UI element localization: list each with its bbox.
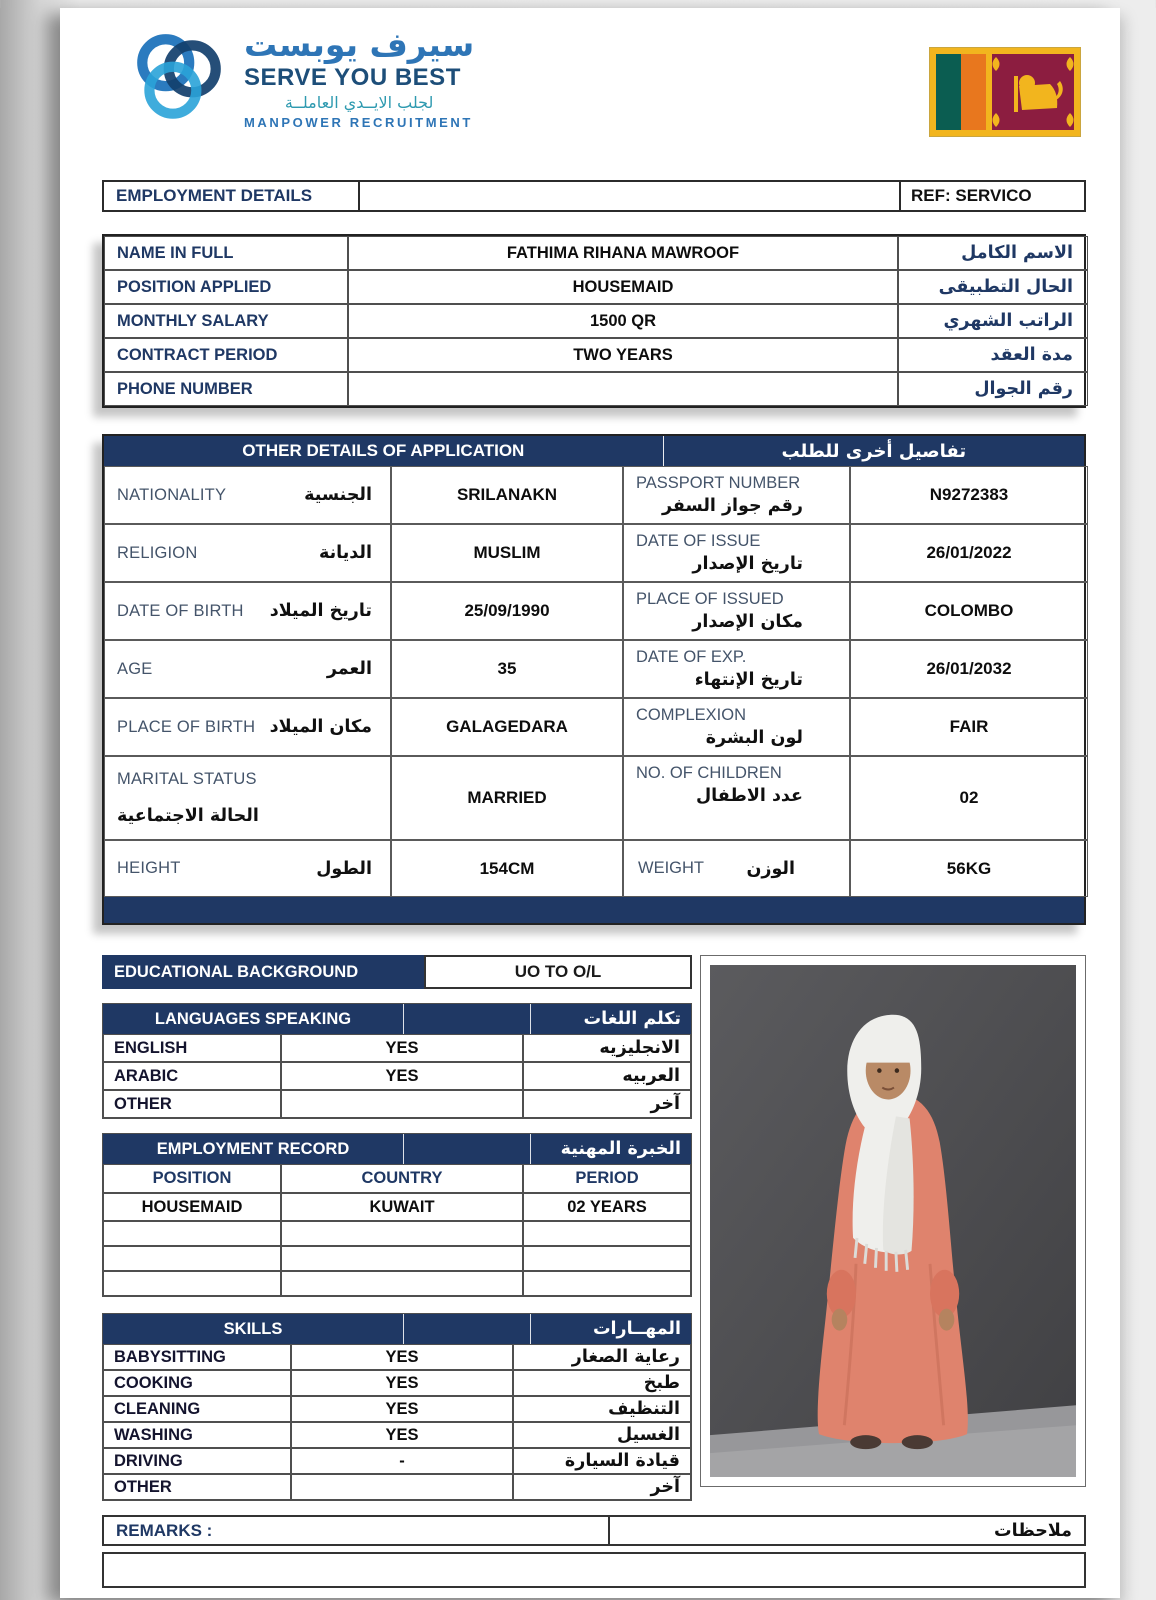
field-label: NAME IN FULL xyxy=(104,236,348,270)
field-label-arabic: عدد الاطفال xyxy=(696,786,803,806)
skill-name: CLEANING xyxy=(103,1396,291,1422)
field-label-arabic: تاريخ الميلاد xyxy=(269,601,372,621)
other-details-row xyxy=(104,524,1084,582)
languages-header xyxy=(103,1004,691,1034)
other-details-title-ar: تفاصيل أخرى للطلب xyxy=(781,440,967,462)
applicant-photo xyxy=(700,955,1086,1487)
left-column xyxy=(102,955,692,1501)
language-name: ARABIC xyxy=(103,1062,281,1090)
skills-header-spacer xyxy=(404,1314,531,1344)
brand-tagline: MANPOWER RECRUITMENT xyxy=(244,114,473,130)
languages-header-spacer xyxy=(404,1004,531,1034)
other-details-row xyxy=(104,466,1084,524)
skill-row xyxy=(103,1474,691,1500)
skill-name: OTHER xyxy=(103,1474,291,1500)
field-label: COMPLEXION xyxy=(636,706,747,724)
brand-name-arabic: سيرف يوبست xyxy=(244,25,475,64)
language-row xyxy=(103,1062,691,1090)
employment-record-header xyxy=(103,1134,691,1164)
employment-details-bar xyxy=(102,180,1086,212)
field-value: 1500 QR xyxy=(348,304,898,338)
field-label: MONTHLY SALARY xyxy=(104,304,348,338)
other-details-section xyxy=(102,434,1086,925)
field-label: PLACE OF BIRTH xyxy=(117,717,256,736)
remarks-label-arabic: ملاحظات xyxy=(608,1515,1086,1546)
employment-record-title-en: EMPLOYMENT RECORD xyxy=(103,1134,404,1164)
skill-value: YES xyxy=(291,1370,513,1396)
field-label-arabic: الراتب الشهري xyxy=(898,304,1088,338)
skill-name: DRIVING xyxy=(103,1448,291,1474)
field-value: TWO YEARS xyxy=(348,338,898,372)
field-label-arabic: العمر xyxy=(326,659,372,679)
field-value: 25/09/1990 xyxy=(391,582,623,640)
column-header-position: POSITION xyxy=(103,1164,281,1193)
field-value: COLOMBO xyxy=(850,582,1088,640)
field-label: RELIGION xyxy=(117,543,198,562)
field-label: POSITION APPLIED xyxy=(104,270,348,304)
skill-name-arabic: الغسيل xyxy=(513,1422,691,1448)
brand-text xyxy=(244,26,474,131)
language-name: ENGLISH xyxy=(103,1034,281,1062)
field-label-arabic: الحال التطبيقى xyxy=(898,270,1088,304)
other-details-row xyxy=(104,582,1084,640)
field-value: FATHIMA RIHANA MAWROOF xyxy=(348,236,898,270)
other-details-footer-bar xyxy=(104,897,1084,923)
skill-name-arabic: رعاية الصغار xyxy=(513,1344,691,1370)
language-value xyxy=(281,1090,523,1118)
field-label: DATE OF ISSUE xyxy=(636,532,761,550)
field-label-arabic: تاريخ الإصدار xyxy=(692,554,803,574)
field-label: MARITAL STATUS xyxy=(117,769,257,788)
employment-record-header-spacer xyxy=(404,1134,531,1164)
field-label: DATE OF EXP. xyxy=(636,648,747,666)
field-label: CONTRACT PERIOD xyxy=(104,338,348,372)
field-label: NO. OF CHILDREN xyxy=(636,764,782,782)
field-value: GALAGEDARA xyxy=(391,698,623,756)
remarks-label: REMARKS : xyxy=(102,1515,610,1546)
skill-name-arabic: آخر xyxy=(513,1474,691,1500)
skills-section xyxy=(102,1313,692,1501)
language-name-arabic: العربيه xyxy=(523,1062,691,1090)
field-label-arabic: رقم جواز السفر xyxy=(662,496,803,516)
record-country: KUWAIT xyxy=(281,1193,523,1221)
other-details-title-en: OTHER DETAILS OF APPLICATION xyxy=(104,436,664,466)
field-value: 154CM xyxy=(391,840,623,897)
employment-details-title: EMPLOYMENT DETAILS xyxy=(102,180,360,212)
skill-row xyxy=(103,1370,691,1396)
skill-row xyxy=(103,1422,691,1448)
skill-row xyxy=(103,1344,691,1370)
remarks-row xyxy=(102,1515,1086,1546)
field-value: SRILANAKN xyxy=(391,466,623,524)
employment-record-section xyxy=(102,1133,692,1297)
employment-record-title-ar: الخبرة المهنية xyxy=(560,1139,681,1159)
field-value: MUSLIM xyxy=(391,524,623,582)
skills-title-en: SKILLS xyxy=(103,1314,404,1344)
document-page xyxy=(60,8,1120,1598)
skill-row xyxy=(103,1396,691,1422)
field-label-arabic: مكان الإصدار xyxy=(692,612,803,632)
field-label: NATIONALITY xyxy=(117,485,227,504)
language-value: YES xyxy=(281,1034,523,1062)
field-label-arabic: مكان الميلاد xyxy=(269,717,372,737)
skills-title-ar: المهــارات xyxy=(592,1319,681,1339)
brand-name-english: SERVE YOU BEST xyxy=(244,63,461,91)
skills-header xyxy=(103,1314,691,1344)
right-column xyxy=(700,955,1086,1487)
language-name: OTHER xyxy=(103,1090,281,1118)
skill-row xyxy=(103,1448,691,1474)
languages-section xyxy=(102,1003,692,1119)
field-value: N9272383 xyxy=(850,466,1088,524)
skill-value xyxy=(291,1474,513,1500)
field-label-arabic: لون البشرة xyxy=(705,728,803,748)
record-header-row xyxy=(103,1164,691,1193)
field-label-arabic: الحالة الاجتماعية xyxy=(117,806,259,827)
field-label-arabic: الاسم الكامل xyxy=(898,236,1088,270)
field-label-arabic: الوزن xyxy=(746,858,795,879)
field-value: FAIR xyxy=(850,698,1088,756)
field-label-arabic: الجنسية xyxy=(304,485,372,505)
field-value: 35 xyxy=(391,640,623,698)
skill-value: YES xyxy=(291,1396,513,1422)
record-period: 02 YEARS xyxy=(523,1193,691,1221)
education-label: EDUCATIONAL BACKGROUND xyxy=(102,955,424,989)
language-row xyxy=(103,1090,691,1118)
header xyxy=(102,26,1086,148)
field-value: 26/01/2032 xyxy=(850,640,1088,698)
column-header-period: PERIOD xyxy=(523,1164,691,1193)
field-label: DATE OF BIRTH xyxy=(117,601,244,620)
language-name-arabic: آخر xyxy=(523,1090,691,1118)
field-label: WEIGHT xyxy=(638,859,704,877)
field-label-arabic: مدة العقد xyxy=(898,338,1088,372)
education-row xyxy=(102,955,692,989)
remarks-section xyxy=(102,1515,1086,1588)
employment-table xyxy=(102,234,1086,408)
other-details-row xyxy=(104,698,1084,756)
field-value: 26/01/2022 xyxy=(850,524,1088,582)
field-label-arabic: تاريخ الإنتهاء xyxy=(694,670,803,690)
other-details-row xyxy=(104,756,1084,840)
language-name-arabic: الانجليزيه xyxy=(523,1034,691,1062)
languages-title-en: LANGUAGES SPEAKING xyxy=(103,1004,404,1034)
brand-logo-icon xyxy=(128,27,230,129)
field-value: MARRIED xyxy=(391,756,623,840)
language-value: YES xyxy=(281,1062,523,1090)
brand xyxy=(128,26,474,131)
field-value: HOUSEMAID xyxy=(348,270,898,304)
record-row xyxy=(103,1193,691,1221)
field-label-arabic: الطول xyxy=(316,858,372,879)
remarks-input-box xyxy=(102,1552,1086,1588)
ref-number: REF: SERVICO xyxy=(899,180,1086,212)
field-label-arabic: رقم الجوال xyxy=(898,372,1088,406)
field-label: HEIGHT xyxy=(117,859,181,877)
skill-name: BABYSITTING xyxy=(103,1344,291,1370)
record-row-empty xyxy=(103,1271,691,1296)
field-value xyxy=(348,372,898,406)
skill-name: WASHING xyxy=(103,1422,291,1448)
lower-area xyxy=(102,955,1086,1501)
employment-details-spacer xyxy=(358,180,901,212)
field-label: PHONE NUMBER xyxy=(104,372,348,406)
other-details-header xyxy=(104,436,1084,466)
skill-value: YES xyxy=(291,1344,513,1370)
record-row-empty xyxy=(103,1246,691,1271)
field-label: PLACE OF ISSUED xyxy=(636,590,784,608)
skill-value: - xyxy=(291,1448,513,1474)
language-row xyxy=(103,1034,691,1062)
sri-lanka-flag-icon xyxy=(930,48,1080,136)
record-row-empty xyxy=(103,1221,691,1246)
other-details-row xyxy=(104,840,1084,897)
field-value: 56KG xyxy=(850,840,1088,897)
skill-value: YES xyxy=(291,1422,513,1448)
skill-name-arabic: التنظيف xyxy=(513,1396,691,1422)
column-header-country: COUNTRY xyxy=(281,1164,523,1193)
skill-name-arabic: قيادة السيارة xyxy=(513,1448,691,1474)
other-details-row xyxy=(104,640,1084,698)
field-label-arabic: الديانة xyxy=(318,543,372,563)
field-label: PASSPORT NUMBER xyxy=(636,474,801,492)
skill-name: COOKING xyxy=(103,1370,291,1396)
languages-title-ar: تكلم اللغات xyxy=(583,1009,681,1029)
record-position: HOUSEMAID xyxy=(103,1193,281,1221)
brand-subtitle-arabic: لجلب الايــدي العاملــة xyxy=(284,92,434,112)
skill-name-arabic: طبخ xyxy=(513,1370,691,1396)
education-value: UO TO O/L xyxy=(424,955,692,989)
field-label: AGE xyxy=(117,659,153,678)
field-value: 02 xyxy=(850,756,1088,840)
